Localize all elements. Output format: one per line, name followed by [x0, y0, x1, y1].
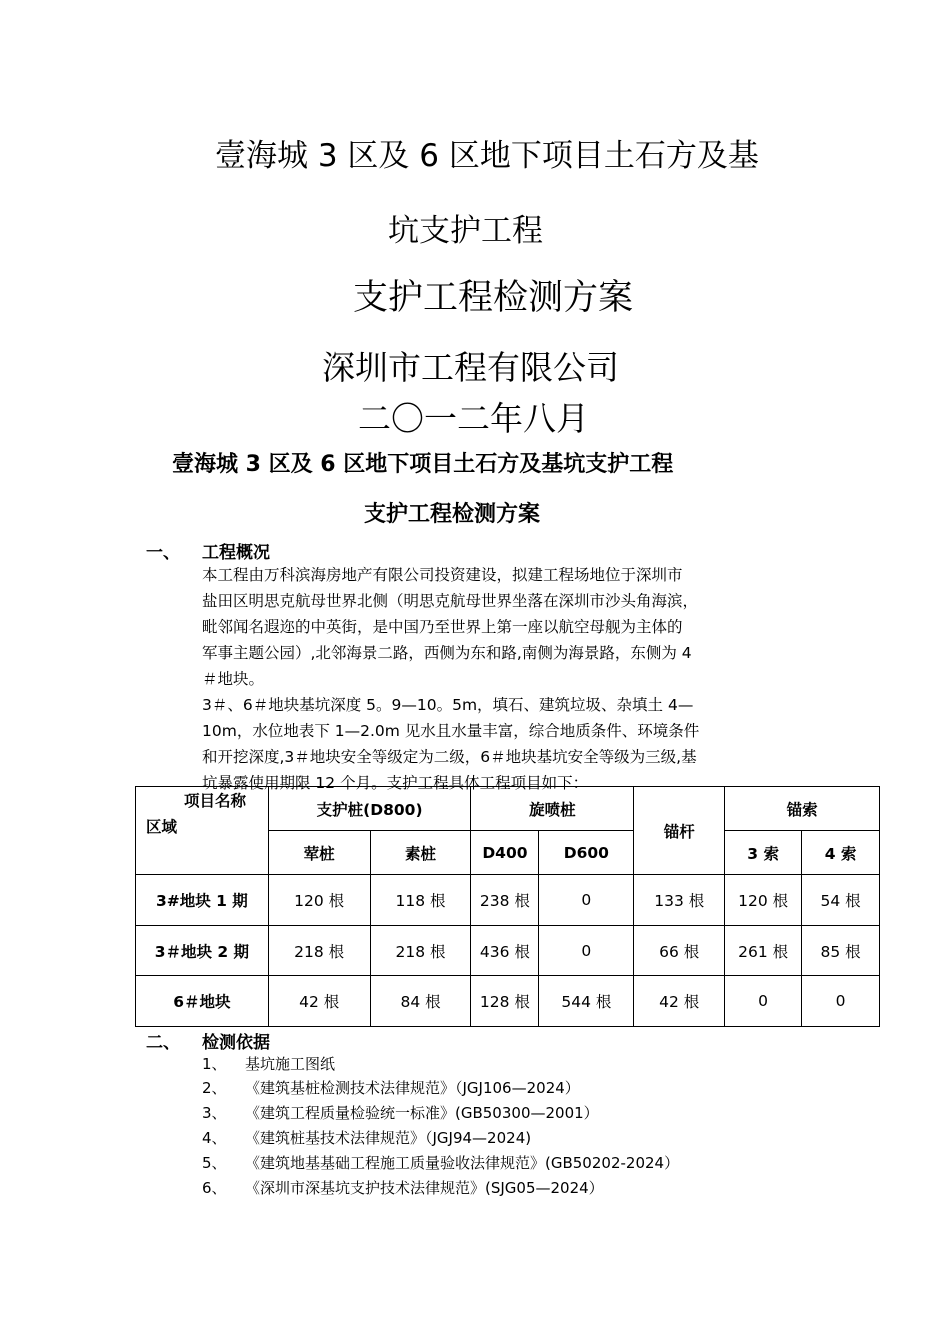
cell: 66 根 — [634, 926, 725, 976]
ref-text: 基坑施工图纸 — [245, 1055, 336, 1073]
table-row — [136, 976, 880, 1027]
cell: 436 根 — [471, 926, 539, 976]
ref-number: 3、 — [202, 1104, 227, 1122]
cell: 218 根 — [370, 926, 471, 976]
paragraph-line: ＃地块。 — [202, 670, 265, 688]
subheader-3-strand: 3 索 — [725, 831, 802, 875]
table-corner-header — [136, 787, 269, 875]
ref-number: 1、 — [202, 1055, 227, 1073]
cell: 261 根 — [725, 926, 802, 976]
corner-label-item: 项目名称 — [184, 792, 247, 810]
paragraph-line: 和开挖深度,3＃地块安全等级定为二级，6＃地块基坑安全等级为三级,基 — [202, 748, 697, 766]
body-heading-line2: 支护工程检测方案 — [364, 502, 541, 527]
cell: 0 — [539, 875, 634, 926]
cell: 54 根 — [802, 875, 880, 926]
paragraph-line: 毗邻闻名遐迩的中英街，是中国乃至世界上第一座以航空母舰为主体的 — [202, 618, 683, 636]
subheader-reinforced-pile: 荤桩 — [268, 831, 370, 875]
table-row — [136, 926, 880, 976]
cover-title-line2: 坑支护工程 — [388, 213, 543, 249]
header-anchor-rod: 锚杆 — [634, 787, 725, 875]
header-jet-grout-pile: 旋喷桩 — [471, 787, 634, 831]
cell: 133 根 — [634, 875, 725, 926]
ref-number: 6、 — [202, 1179, 227, 1197]
overview-paragraph — [202, 562, 699, 796]
cell: 218 根 — [268, 926, 370, 976]
cell: 120 根 — [268, 875, 370, 926]
table-row — [136, 875, 880, 926]
ref-text: 《建筑基桩检测技术法律规范》（JGJ106—2024） — [245, 1079, 580, 1097]
ref-text: 《建筑地基基础工程施工质量验收法律规范》(GB50202-2024） — [245, 1154, 680, 1172]
subheader-d600: D600 — [539, 831, 634, 875]
cover-company: 深圳市工程有限公司 — [322, 348, 619, 387]
cell: 118 根 — [370, 875, 471, 926]
row-area: 6＃地块 — [136, 976, 269, 1027]
section2-title: 检测依据 — [202, 1033, 270, 1053]
project-quantity-table — [135, 786, 880, 1027]
ref-number: 2、 — [202, 1079, 227, 1097]
ref-number: 4、 — [202, 1129, 227, 1147]
ref-text: 《深圳市深基坑支护技术法律规范》(SJG05—2024） — [245, 1179, 604, 1197]
cell: 544 根 — [539, 976, 634, 1027]
paragraph-line: 3＃、6＃地块基坑深度 5。9—10。5m，填石、建筑垃圾、杂填土 4— — [202, 696, 694, 714]
body-heading-line1: 壹海城 3 区及 6 区地下项目土石方及基坑支护工程 — [172, 452, 674, 477]
section1-title: 工程概况 — [202, 543, 270, 563]
cell: 85 根 — [802, 926, 880, 976]
cell: 42 根 — [268, 976, 370, 1027]
ref-number: 5、 — [202, 1154, 227, 1172]
ref-text: 《建筑桩基技术法律规范》（JGJ94—2024) — [245, 1129, 532, 1147]
cover-date: 二〇一二年八月 — [358, 399, 589, 438]
paragraph-line: 本工程由万科滨海房地产有限公司投资建设，拟建工程场地位于深圳市 — [202, 566, 683, 584]
cell: 0 — [725, 976, 802, 1027]
paragraph-line: 10m，水位地表下 1—2.0m 见水且水量丰富，综合地质条件、环境条件 — [202, 722, 700, 740]
cover-subtitle: 支护工程检测方案 — [353, 278, 634, 318]
cell: 128 根 — [471, 976, 539, 1027]
cover-title-line1: 壹海城 3 区及 6 区地下项目土石方及基 — [215, 138, 759, 174]
paragraph-line: 军事主题公园）,北邻海景二路，西侧为东和路,南侧为海景路，东侧为 4 — [202, 644, 692, 662]
paragraph-line: 坑暴露使用期限 12 个月。支护工程具体工程项目如下： — [202, 774, 589, 792]
row-area: 3＃地块 2 期 — [136, 926, 269, 976]
cell: 84 根 — [370, 976, 471, 1027]
corner-label-area: 区域 — [146, 818, 178, 836]
row-area: 3#地块 1 期 — [136, 875, 269, 926]
ref-text: 《建筑工程质量检验统一标准》(GB50300—2001） — [245, 1104, 599, 1122]
section2-number: 二、 — [146, 1033, 180, 1053]
cell: 0 — [802, 976, 880, 1027]
cell: 120 根 — [725, 875, 802, 926]
header-anchor-cable: 锚索 — [725, 787, 880, 831]
header-support-pile: 支护桩(D800) — [268, 787, 471, 831]
subheader-d400: D400 — [471, 831, 539, 875]
cell: 238 根 — [471, 875, 539, 926]
section1-number: 一、 — [146, 543, 180, 563]
subheader-4-strand: 4 索 — [802, 831, 880, 875]
cell: 0 — [539, 926, 634, 976]
subheader-plain-pile: 素桩 — [370, 831, 471, 875]
paragraph-line: 盐田区明思克航母世界北侧（明思克航母世界坐落在深圳市沙头角海滨， — [202, 592, 699, 610]
cell: 42 根 — [634, 976, 725, 1027]
